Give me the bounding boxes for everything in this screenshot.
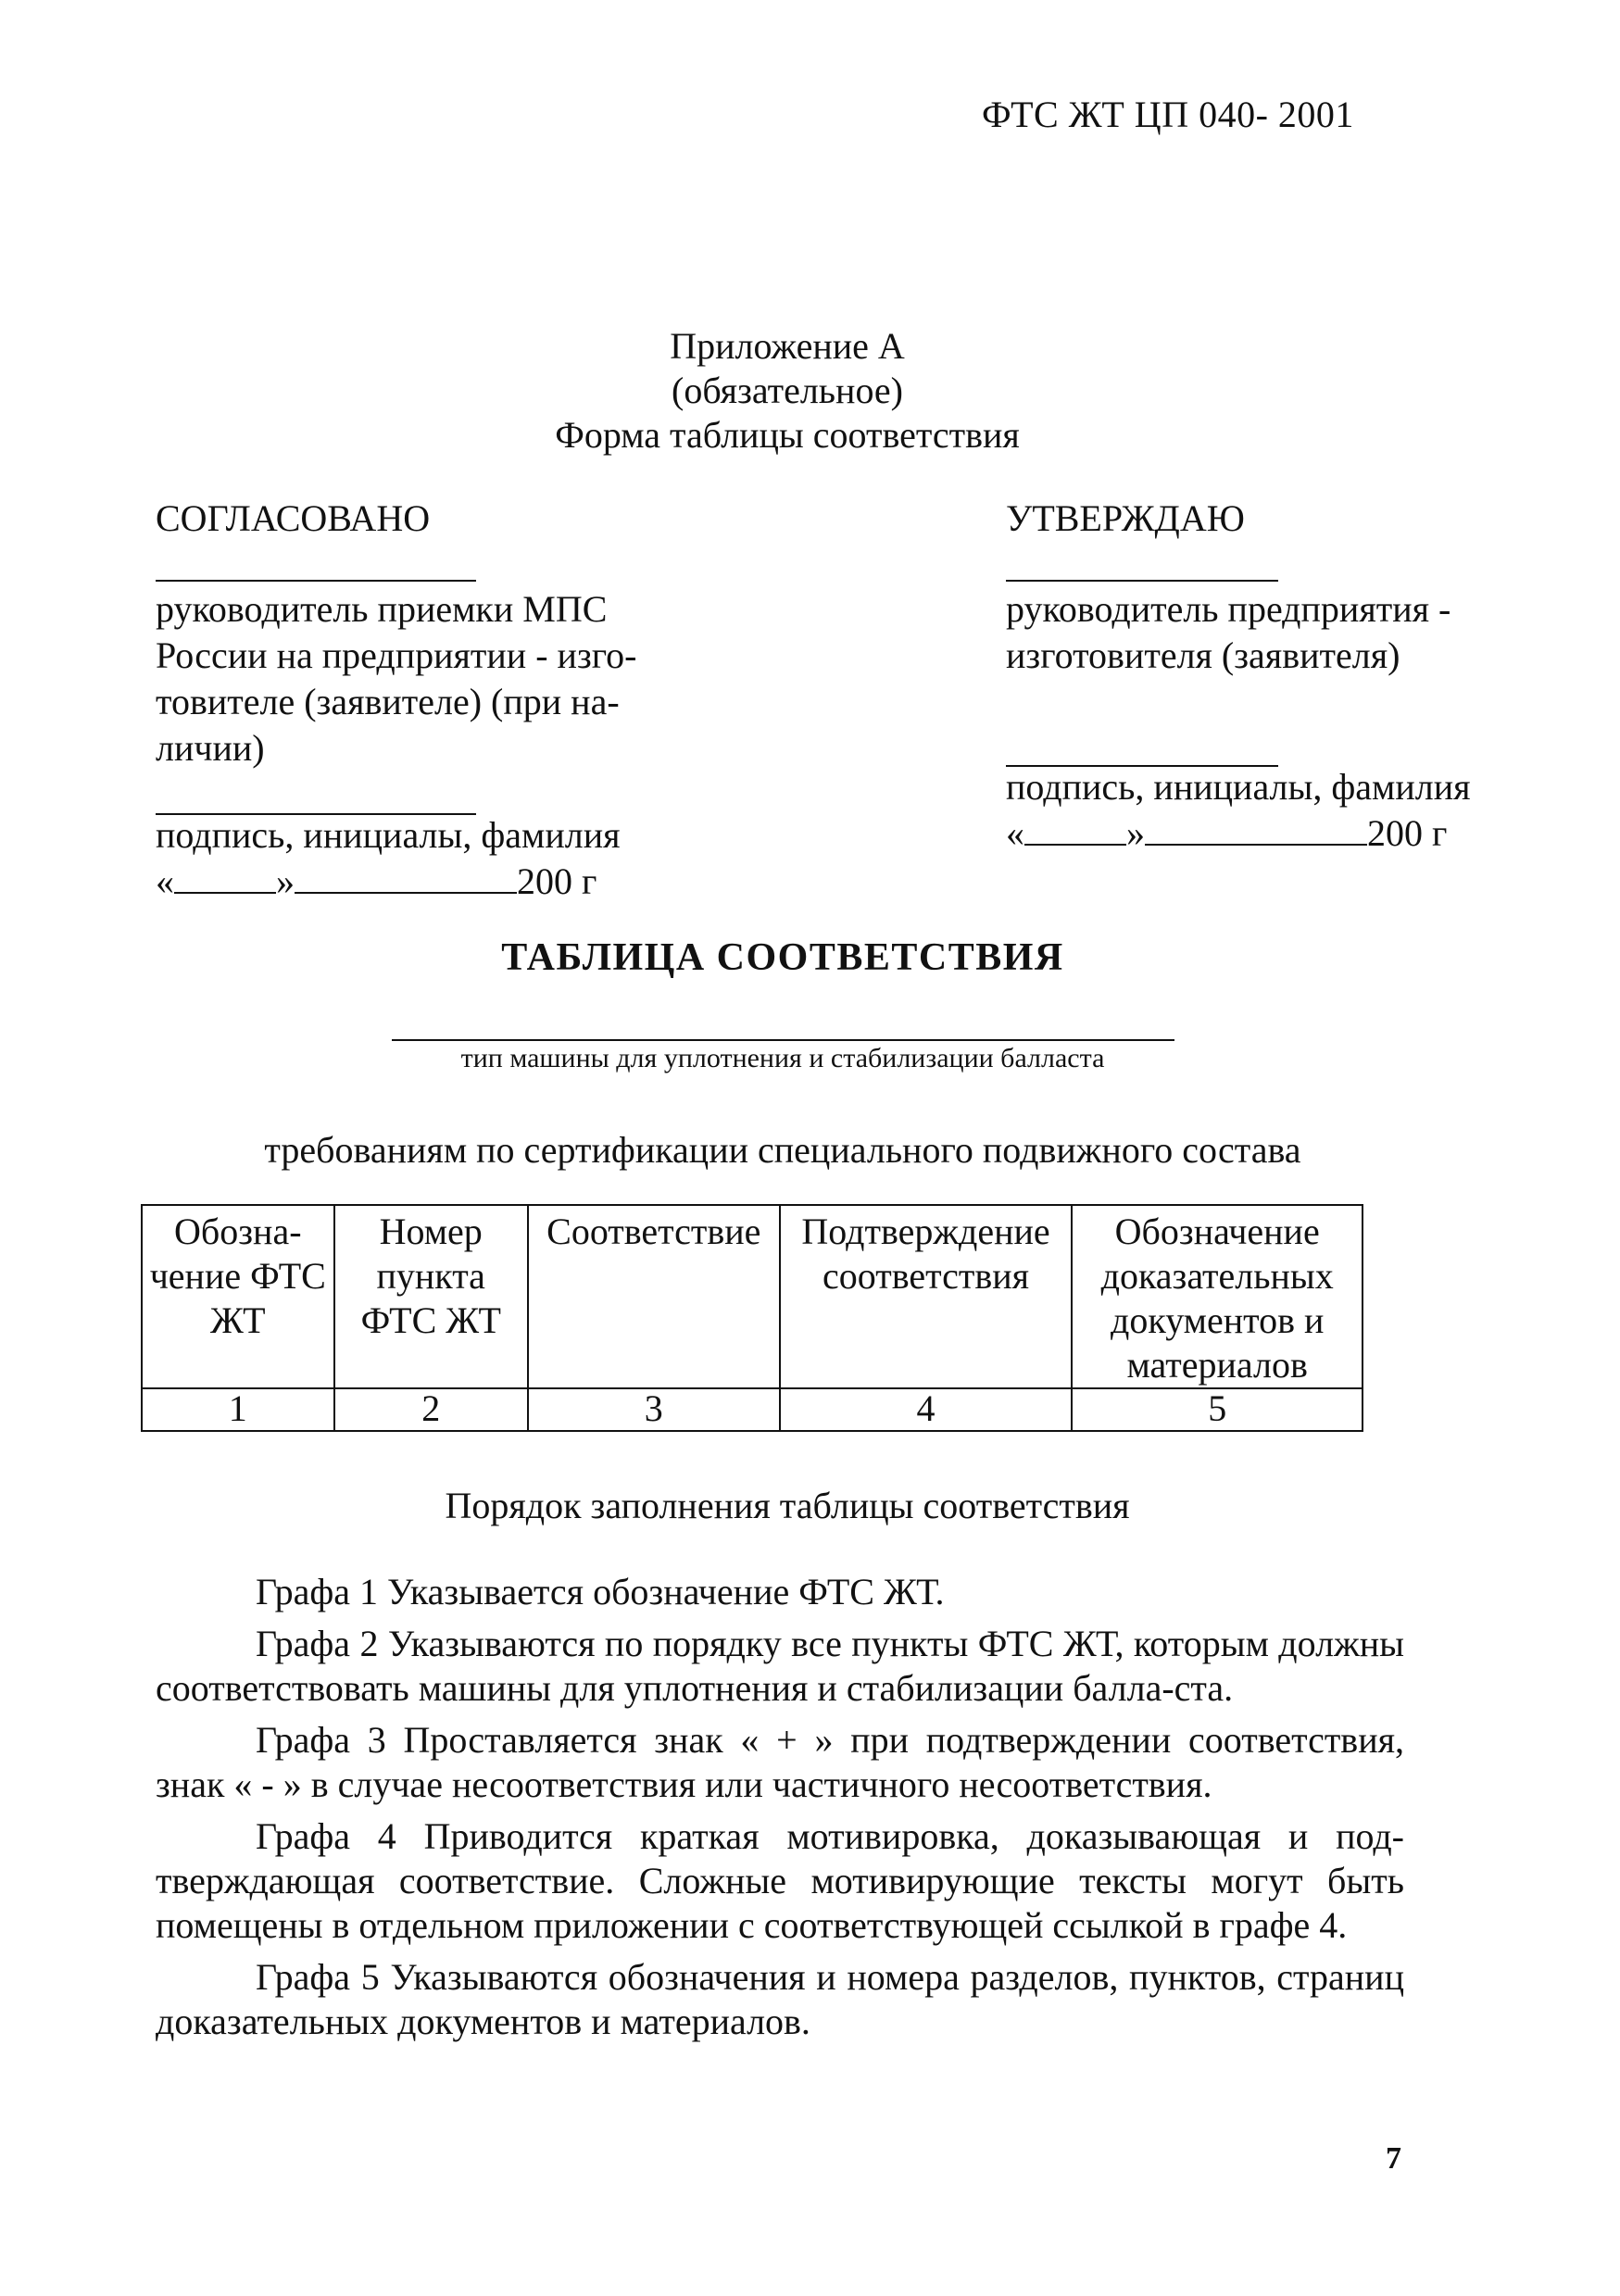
column-number: 5	[1072, 1388, 1363, 1431]
rule-paragraph: Графа 5 Указываются обозначения и номера разделов, пунктов, страниц доказательных документов и материалов.	[156, 1956, 1404, 2042]
approve-signature-line	[1006, 580, 1278, 582]
page-number: 7	[1386, 2141, 1401, 2176]
date-close-quote: »	[1126, 812, 1145, 854]
machine-type-line	[392, 1039, 1174, 1041]
agreed-signature-line	[156, 580, 476, 582]
column-number: 2	[334, 1388, 528, 1431]
appendix-heading	[0, 324, 1575, 458]
approve-heading: УТВЕРЖДАЮ	[1006, 497, 1245, 539]
column-number: 4	[780, 1388, 1073, 1431]
appendix-status: (обязательное)	[672, 370, 903, 411]
date-day-blank	[1024, 816, 1126, 846]
agreed-heading: СОГЛАСОВАНО	[156, 497, 431, 539]
approve-date	[1006, 811, 1447, 855]
date-open-quote: «	[156, 860, 174, 902]
date-month-blank	[1145, 816, 1367, 846]
date-day-blank	[174, 864, 276, 894]
column-header: Номер пункта ФТС ЖТ	[334, 1205, 528, 1388]
column-header: Подтверждение соответствия	[780, 1205, 1073, 1388]
document-code: ФТС ЖТ ЦП 040- 2001	[982, 94, 1354, 135]
approve-role: руководитель предприятия - изготовителя (заявителя)	[1006, 588, 1451, 676]
agreed-date	[156, 859, 597, 903]
conformity-table	[141, 1204, 1363, 1432]
agreed-signature-caption: подпись, инициалы, фамилия	[156, 814, 621, 856]
column-header: Обозна-чение ФТС ЖТ	[142, 1205, 334, 1388]
column-number: 1	[142, 1388, 334, 1431]
date-year: 200 г	[517, 860, 597, 902]
date-close-quote: »	[276, 860, 295, 902]
appendix-subtitle: Форма таблицы соответствия	[555, 414, 1020, 456]
table-header-row	[142, 1205, 1363, 1388]
date-year: 200 г	[1367, 812, 1448, 854]
column-number: 3	[528, 1388, 780, 1431]
table-title: ТАБЛИЦА СООТВЕТСТВИЯ	[501, 936, 1064, 979]
requirements-text: требованиям по сертификации специального подвижного состава	[264, 1129, 1301, 1171]
date-open-quote: «	[1006, 812, 1024, 854]
column-header: Соответствие	[528, 1205, 780, 1388]
machine-type-caption: тип машины для уплотнения и стабилизации балласта	[460, 1043, 1105, 1073]
table-number-row	[142, 1388, 1363, 1431]
rule-paragraph: Графа 4 Приводится краткая мотивировка, доказывающая и под-тверждающая соответствие. Сложные мотивирующие тексты могут быть помещены в отдельном приложении с соответствующей ссылкой в графе 4.	[156, 1815, 1404, 1946]
approve-signature-caption: подпись, инициалы, фамилия	[1006, 766, 1471, 808]
fill-order-title: Порядок заполнения таблицы соответствия	[445, 1485, 1130, 1526]
rule-paragraph: Графа 2 Указываются по порядку все пункты ФТС ЖТ, которым должны соответствовать машины для уплотнения и стабилизации балла-ста.	[156, 1623, 1404, 1709]
fill-order-rules	[156, 1570, 1404, 2051]
date-month-blank	[295, 864, 517, 894]
column-header: Обозначение доказательных документов и материалов	[1072, 1205, 1363, 1388]
rule-paragraph: Графа 3 Проставляется знак « + » при подтверждении соответствия, знак « - » в случае несоответствия или частичного несоответствия.	[156, 1719, 1404, 1805]
rule-paragraph: Графа 1 Указывается обозначение ФТС ЖТ.	[256, 1571, 945, 1612]
appendix-title: Приложение А	[670, 325, 905, 367]
agreed-role: руководитель приемки МПС России на предприятии - изго-товителе (заявителе) (при на-личии)	[156, 588, 637, 769]
